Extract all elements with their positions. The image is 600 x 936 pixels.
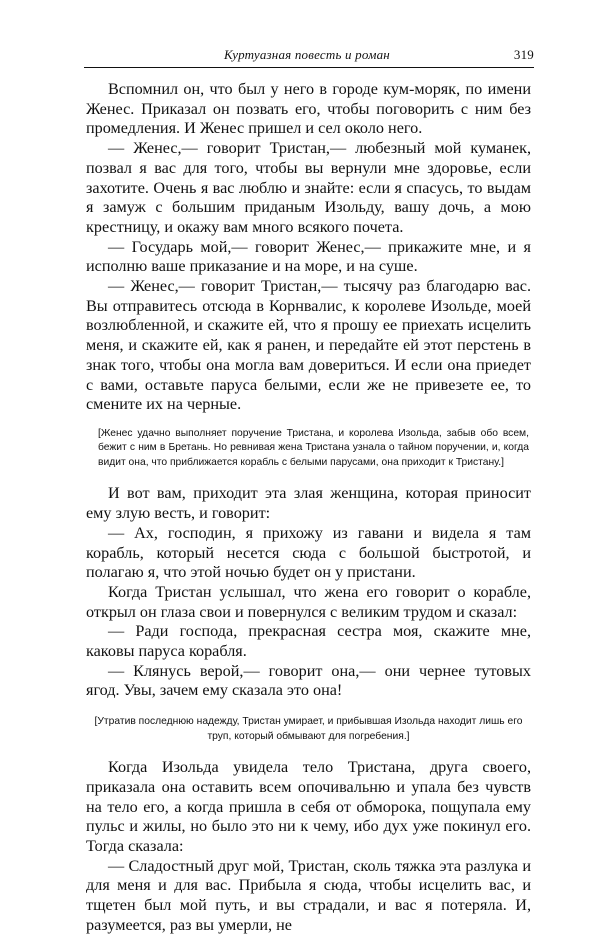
paragraph: — Ради господа, прекрасная сестра моя, скажите мне, каковы паруса корабля. (86, 622, 531, 661)
paragraph: — Женес,— говорит Тристан,— любезный мой куманек, позвал я вас для того, чтобы вы вернули мне здоровье, если захотите. Очень я вас люблю и знайте: если я спасусь, то выдам я замуж с большим приданым Изольду, вашу дочь, а мою крестницу, и окажу вам много всякого почета. (86, 139, 531, 236)
header-rule (84, 67, 534, 68)
running-title: Куртуазная повесть и роман (224, 47, 390, 62)
paragraph: И вот вам, приходит эта злая женщина, которая приносит ему злую весть, и говорит: (86, 484, 531, 523)
paragraph: Когда Тристан услышал, что жена его говорит о корабле, открыл он глаза свои и повернулся с великим трудом и сказал: (86, 582, 531, 621)
paragraph: Вспомнил он, что был у него в городе кум-моряк, по имени Женес. Приказал он позвать его, чтобы поговорить с ним без промедления. И Женес пришел и сел около него. (86, 80, 531, 138)
paragraph: — Клянусь верой,— говорит она,— они чернее тутовых ягод. Увы, зачем ему сказала это она! (86, 661, 531, 700)
body-text (86, 80, 531, 936)
paragraph: — Женес,— говорит Тристан,— тысячу раз благодарю вас. Вы отправитесь отсюда в Корнвалис, к королеве Изольде, моей возлюбленной, и скажите ей, что я прошу ее приехать исцелить меня, и скажите ей, как я ранен, и передайте ей этот перстень в знак того, чтобы она могла вам довериться. И если она приедет с вами, оставьте паруса белыми, если же не привезете ее, то смените их на черные. (86, 277, 531, 414)
editorial-note: [Утратив последнюю надежду, Тристан умирает, и прибывшая Изольда находит лишь его труп, который обмывают для погребения.] (94, 716, 523, 742)
paragraph: — Сладостный друг мой, Тристан, сколь тяжка эта разлука и для меня и для вас. Прибыла я сюда, чтобы исцелить вас, и тщетен был мой путь, и вы страдали, и вас я потеряла. И, разумеется, раз вы умерли, не (86, 856, 531, 934)
paragraph: — Ах, господин, я прихожу из гавани и видела я там корабль, который несется сюда с большой быстротой, и полагаю я, что этой ночью будет он у пристани. (86, 523, 531, 582)
paragraph: Когда Изольда увидела тело Тристана, друга своего, приказала она оставить всем опочивальню и упала без чувств на тело его, а когда пришла в себя от обморока, пощупала ему пульс и жилы, но было это ни к чему, ибо дух уже покинул его. Тогда сказала: (86, 758, 531, 855)
editorial-note: [Женес удачно выполняет поручение Тристана, и королева Изольда, забыв обо всем, бежит с ним в Бретань. Но ревнивая жена Тристана узнала о тайном поручении, и, когда видит она, что приближается корабль с белыми парусами, она приходит к Тристану.] (98, 427, 529, 468)
paragraph: — Государь мой,— говорит Женес,— прикажите мне, и я исполню ваше приказание и на море, и на суше. (86, 237, 531, 276)
page-number: 319 (513, 47, 534, 62)
